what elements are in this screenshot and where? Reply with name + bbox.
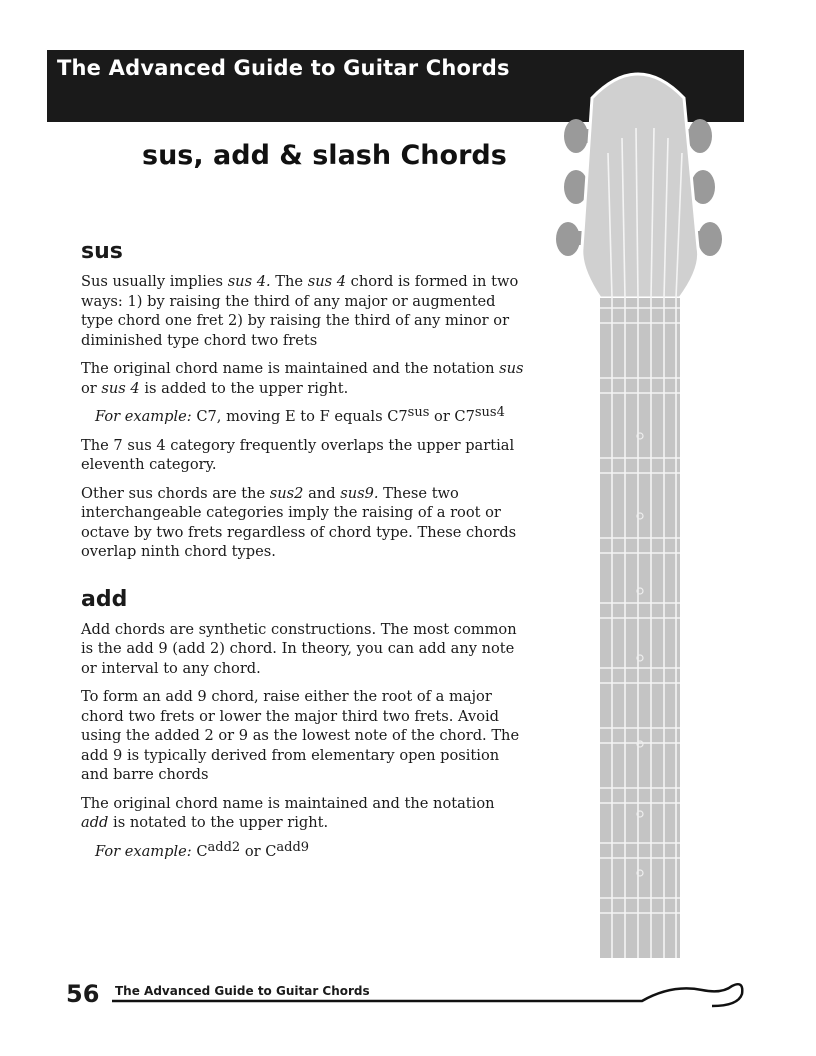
header-title: The Advanced Guide to Guitar Chords [57, 56, 510, 80]
paragraph: To form an add 9 chord, raise either the root of a major chord two frets or lower the major third two frets. Avoid using the added 2 or 9 as the lowest note of the chord. The add 9 is typically derived from elementary open position and barre chords [81, 688, 520, 783]
paragraph: The 7 sus 4 category frequently overlaps the upper partial eleventh category. [81, 436, 515, 473]
paragraph: Sus usually implies sus 4. The sus 4 chord is formed in two ways: 1) by raising the third of any major or augmented type chord one fret 2) by raising the third of any minor or diminished type chord two frets [81, 273, 519, 349]
section-sus [81, 238, 526, 562]
page-number: 56 [66, 980, 100, 1008]
main-content [81, 238, 526, 870]
section-add [81, 586, 526, 862]
example-line: For example: C7, moving E to F equals $C7^{sus}$ or $C7^{sus4}$ [95, 405, 505, 425]
section-heading-sus: sus [81, 239, 123, 264]
example-line: For example: $C^{add2}$ or $C^{add9}$ [95, 839, 310, 860]
guitar-neck-illustration [550, 58, 730, 958]
paragraph: The original chord name is maintained and the notation add is notated to the upper right. [81, 794, 495, 831]
paragraph: The original chord name is maintained and the notation sus or sus 4 is added to the upper right. [81, 360, 524, 397]
page-title: sus, add & slash Chords [142, 140, 507, 171]
paragraph: Other sus chords are the sus2 and sus9. These two interchangeable categories imply the raising of a root or octave by two frets regardless of chord type. These chords overlap ninth chord types. [81, 484, 517, 560]
paragraph: Add chords are synthetic constructions. The most common is the add 9 (add 2) chord. In theory, you can add any note or interval to any chord. [81, 620, 517, 677]
section-heading-add: add [81, 586, 128, 612]
footer-title: The Advanced Guide to Guitar Chords [115, 984, 370, 998]
